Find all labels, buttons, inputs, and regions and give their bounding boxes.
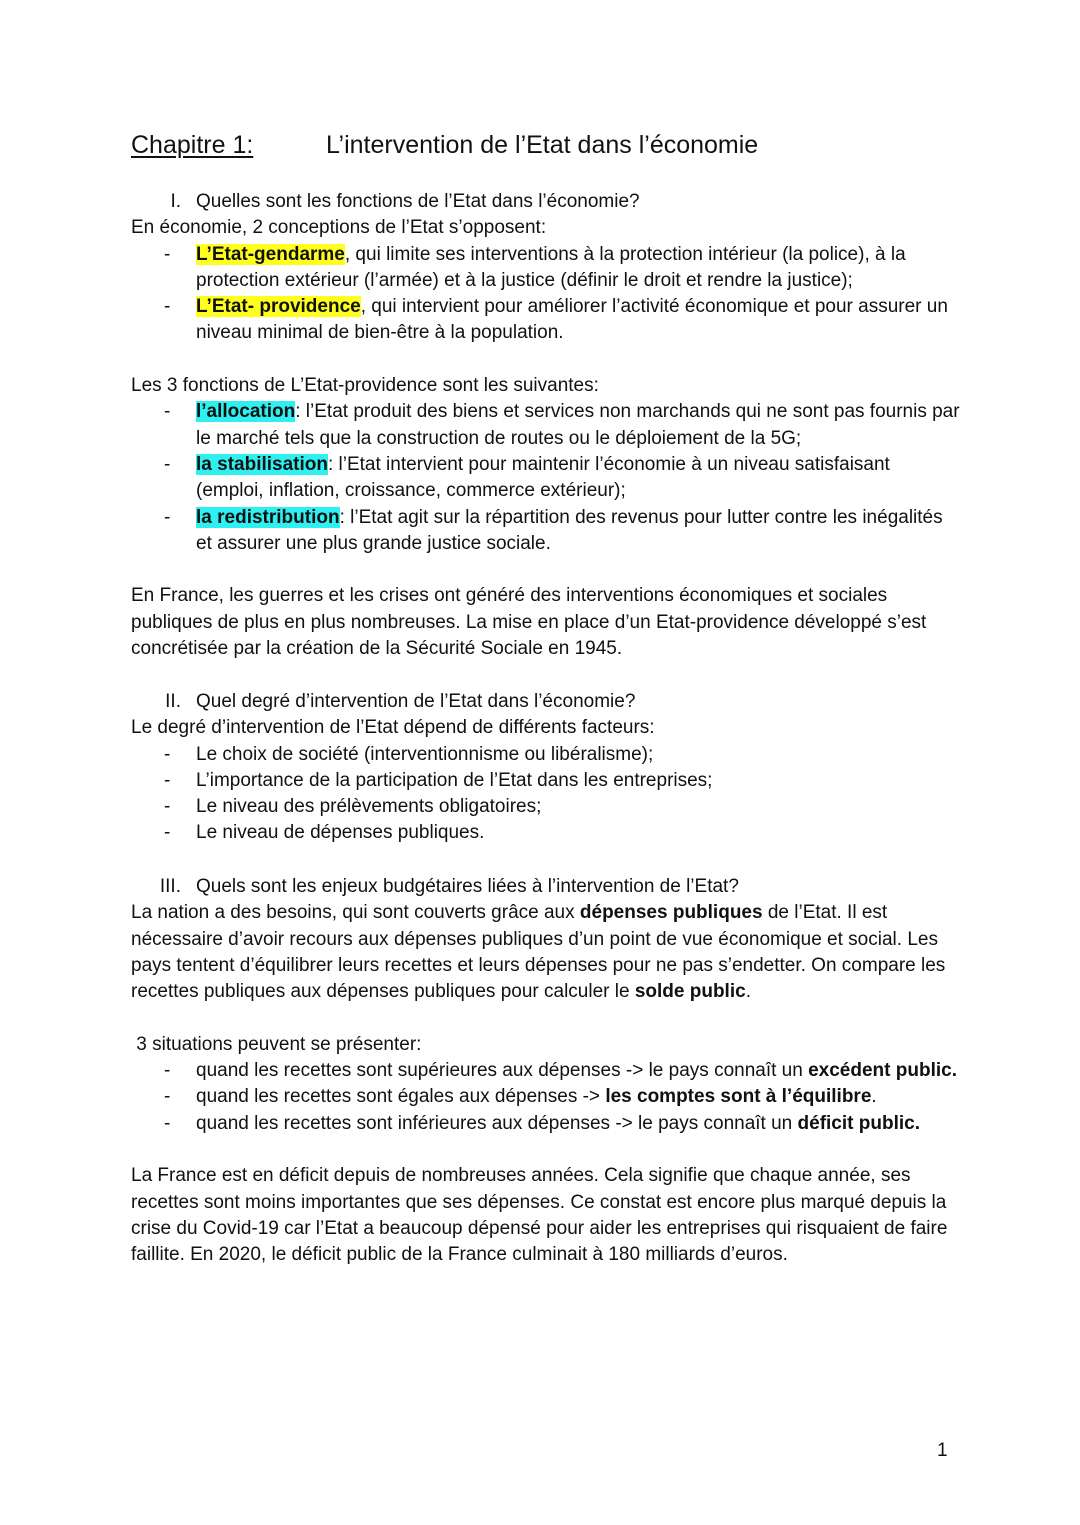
section-2-number: II.	[165, 691, 181, 712]
list-item: - quand les recettes sont inférieures aux dépenses -> le pays connaît un déficit public.	[164, 1112, 920, 1134]
situations-intro: 3 situations peuvent se présenter:	[131, 1033, 422, 1055]
list-item: - l’allocation: l’Etat produit des biens et services non marchands qui ne sont pas fournis par le marché tels que la construction de routes ou le déploiement de la 5G;	[164, 401, 960, 449]
section-1	[131, 189, 961, 662]
chapter-heading: L’intervention de l’Etat dans l’économie	[326, 131, 759, 159]
list-item: - L’Etat-gendarme, qui limite ses interventions à la protection intérieur (la police), à la protection extérieur (l’armée) et à la justice (définir le droit et rendre la justice);	[164, 243, 906, 291]
section-3	[131, 874, 961, 1268]
section-2-heading	[131, 689, 961, 715]
chapter-title	[131, 128, 759, 162]
section-3-title: Quels sont les enjeux budgétaires liées à l’intervention de l’Etat?	[196, 876, 739, 897]
list-item: - Le choix de société (interventionnisme ou libéralisme);	[164, 743, 654, 765]
section-3-heading	[131, 874, 961, 900]
list-item: - Le niveau de dépenses publiques.	[164, 822, 485, 844]
highlighted-term: la stabilisation	[196, 453, 328, 475]
situations-list	[131, 1058, 961, 1137]
highlighted-term: la redistribution	[196, 506, 340, 528]
budget-paragraph: La nation a des besoins, qui sont couverts grâce aux dépenses publiques de l’Etat. Il est nécessaire d’avoir recours aux dépenses publiques d’un point de vue économique et social. Les pays tentent d’équilibrer leurs recettes et leurs dépenses pour ne pas s’endetter. On compare les recettes publiques aux dépenses publiques pour calculer le solde public.	[131, 902, 946, 1003]
page-number: 1	[937, 1440, 948, 1461]
section-2-title: Quel degré d’intervention de l’Etat dans l’économie?	[196, 691, 636, 712]
highlighted-term: L’Etat- providence	[196, 296, 361, 318]
list-item: - la redistribution: l’Etat agit sur la répartition des revenus pour lutter contre les inégalités et assurer une plus grande justice sociale.	[164, 506, 943, 554]
history-paragraph: En France, les guerres et les crises ont généré des interventions économiques et sociales publiques de plus en plus nombreuses. La mise en place d’un Etat-providence développé s’est concrétisée par la création de la Sécurité Sociale en 1945.	[131, 585, 927, 660]
state-conceptions-list	[131, 242, 961, 347]
highlighted-term: l’allocation	[196, 401, 296, 423]
section-3-number: III.	[159, 876, 181, 897]
section-2	[131, 689, 961, 847]
chapter-label: Chapitre 1:	[131, 131, 254, 159]
functions-list	[131, 399, 961, 557]
highlighted-term: L’Etat-gendarme	[196, 243, 345, 265]
section-1-intro: En économie, 2 conceptions de l’Etat s’opposent:	[131, 217, 547, 239]
list-item: - la stabilisation: l’Etat intervient pour maintenir l’économie à un niveau satisfaisant (emploi, inflation, croissance, commerce extérieur);	[164, 453, 890, 502]
factors-list	[131, 742, 961, 847]
section-1-number: I.	[170, 191, 181, 212]
functions-intro: Les 3 fonctions de L’Etat-providence sont les suivantes:	[131, 375, 599, 397]
conclusion-paragraph: La France est en déficit depuis de nombreuses années. Cela signifie que chaque année, ses recettes sont moins importantes que ses dépenses. Ce constat est encore plus marqué depuis la crise du Covid-19 car l’Etat a beaucoup dépensé pour aider les entreprises qui risquaient de faire faillite. En 2020, le déficit public de la France culminait à 180 milliards d’euros.	[131, 1165, 948, 1266]
section-2-intro: Le degré d’intervention de l’Etat dépend de différents facteurs:	[131, 717, 655, 739]
list-item: - quand les recettes sont supérieures aux dépenses -> le pays connaît un excédent public.	[164, 1060, 957, 1082]
list-item: - L’importance de la participation de l’Etat dans les entreprises;	[164, 769, 713, 791]
list-item: - L’Etat- providence, qui intervient pour améliorer l’activité économique et pour assurer un niveau minimal de bien-être à la population.	[164, 296, 948, 344]
list-item: - quand les recettes sont égales aux dépenses -> les comptes sont à l’équilibre.	[164, 1086, 877, 1108]
section-1-heading	[131, 189, 961, 215]
list-item: - Le niveau des prélèvements obligatoires;	[164, 796, 542, 818]
section-1-title: Quelles sont les fonctions de l’Etat dans l’économie?	[196, 191, 640, 212]
